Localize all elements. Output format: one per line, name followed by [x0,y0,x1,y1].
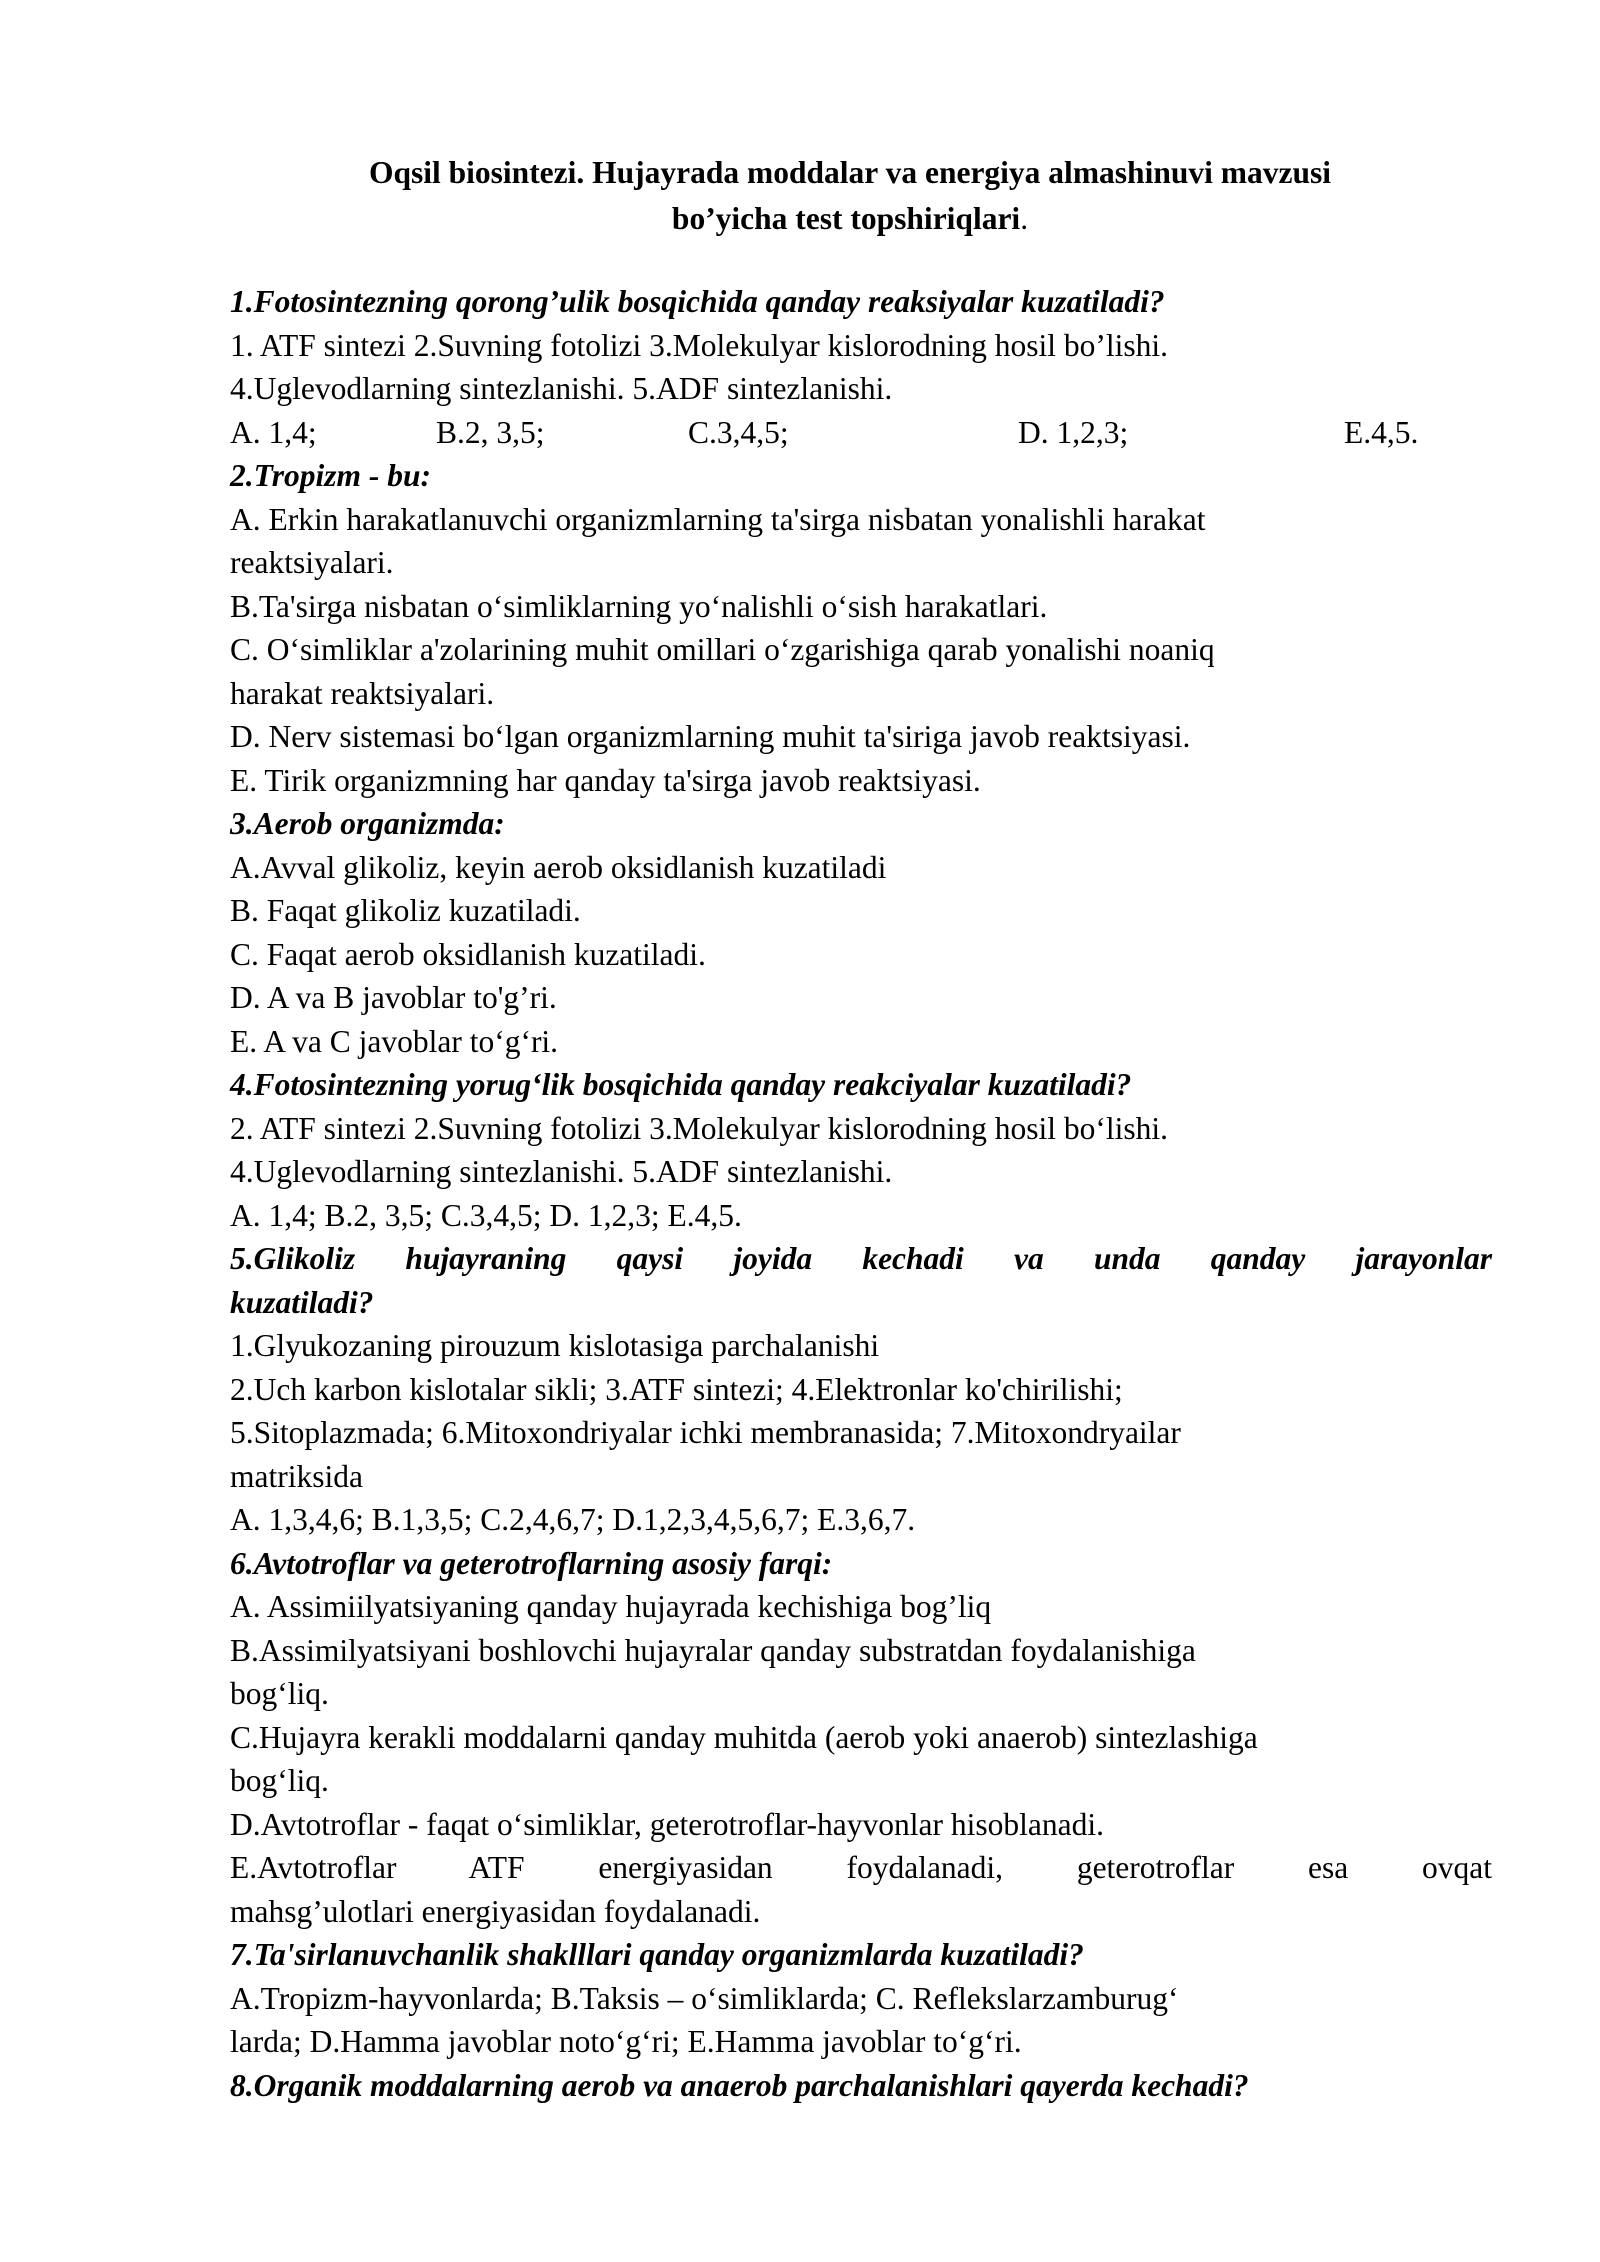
question-7: 7.Ta'sirlanuvchanlik shaklllari qanday organizmlarda kuzatiladi? [230,1937,1084,1972]
q6-option-e-line-1: E.Avtotroflar ATF energiyasidan foydalanadi, geterotroflar esa ovqat [230,1850,1492,1885]
test-body [230,280,1492,2107]
q1-statements-1: 1. ATF sintezi 2.Suvning fotolizi 3.Molekulyar kislorodning hosil bo’lishi. [230,327,1168,363]
q4-statements-2: 4.Uglevodlarning sintezlanishi. 5.ADF sintezlanishi. [230,1154,893,1189]
question-8: 8.Organik moddalarning aerob va anaerob parchalanishlari qayerda kechadi? [230,2067,1249,2103]
q6-option-a: A. Assimiilyatsiyaning qanday hujayrada kechishiga bog’liq [230,1589,992,1624]
q5-options: A. 1,3,4,6; B.1,3,5; C.2,4,6,7; D.1,2,3,4,5,6,7; E.3,6,7. [230,1502,916,1537]
q6-option-b-line-2: bog‘liq. [230,1676,329,1711]
question-4: 4.Fotosintezning yorug‘lik bosqichida qanday reakciyalar kuzatiladi? [230,1067,1132,1102]
q6-option-c-line-1: C.Hujayra kerakli moddalarni qanday muhitda (aerob yoki anaerob) sintezlashiga [230,1719,1258,1755]
question-1: 1.Fotosintezning qorong’ulik bosqichida qanday reaksiyalar kuzatiladi? [230,284,1165,319]
q1-option-b: B.2, 3,5; [436,414,545,450]
q2-option-c-line-2: harakat reaktsiyalari. [230,675,495,711]
q3-option-c: C. Faqat aerob oksidlanish kuzatiladi. [230,936,706,972]
q1-option-e: E.4,5. [1344,414,1419,450]
question-6: 6.Avtotroflar va geterotroflarning asosiy farqi: [230,1545,833,1581]
q1-option-c: C.3,4,5; [688,414,789,450]
q2-option-b: B.Ta'sirga nisbatan o‘simliklarning yo‘nalishli o‘sish harakatlari. [230,588,1048,624]
title-line-2-text: bo’yicha test topshiriqlari [671,201,1021,236]
q3-option-a: A.Avval glikoliz, keyin aerob oksidlanish kuzatiladi [230,849,887,885]
q2-option-d: D. Nerv sistemasi bo‘lgan organizmlarning muhit ta'siriga javob reaktsiyasi. [230,719,1191,754]
q7-options-line-1: A.Tropizm-hayvonlarda; B.Taksis – o‘simliklarda; C. Reflekslarzamburug‘ [230,1980,1179,2016]
q6-option-d: D.Avtotroflar - faqat o‘simliklar, geterotroflar-hayvonlar hisoblanadi. [230,1806,1104,1842]
q6-option-c-line-2: bog‘liq. [230,1763,329,1798]
question-2: 2.Tropizm - bu: [230,458,431,493]
q5-statement-2: 2.Uch karbon kislotalar sikli; 3.ATF sintezi; 4.Elektronlar ko'chirilishi; [230,1371,1123,1407]
question-5-line-2: kuzatiladi? [230,1284,374,1320]
q5-statement-1: 1.Glyukozaning pirouzum kislotasiga parchalanishi [230,1328,880,1363]
q3-option-b: B. Faqat glikoliz kuzatiladi. [230,893,581,928]
q3-option-d: D. A va B javoblar to'g’ri. [230,980,557,1015]
q1-option-d: D. 1,2,3; [1018,414,1129,450]
title-line-2-period: . [1020,201,1029,236]
q3-option-e: E. A va C javoblar to‘g‘ri. [230,1023,559,1059]
q6-option-b-line-1: B.Assimilyatsiyani boshlovchi hujayralar qanday substratdan foydalanishiga [230,1632,1196,1668]
q1-option-a: A. 1,4; [230,414,317,450]
q6-option-e-line-2: mahsg’ulotlari energiyasidan foydalanadi. [230,1893,761,1929]
document-title [230,150,1470,242]
title-line-2 [230,196,1470,242]
q7-options-line-2: larda; D.Hamma javoblar noto‘g‘ri; E.Hamma javoblar to‘g‘ri. [230,2024,1022,2059]
q2-option-a-line-2: reaktsiyalari. [230,545,394,580]
q4-options: A. 1,4; B.2, 3,5; C.3,4,5; D. 1,2,3; E.4,5. [230,1197,742,1233]
q2-option-c-line-1: C. O‘simliklar a'zolarining muhit omillari o‘zgarishiga qarab yonalishi noaniq [230,632,1215,667]
q4-statements-1: 2. ATF sintezi 2.Suvning fotolizi 3.Molekulyar kislorodning hosil bo‘lishi. [230,1110,1168,1146]
q5-statement-4: matriksida [230,1458,363,1494]
q2-option-e: E. Tirik organizmning har qanday ta'sirga javob reaktsiyasi. [230,762,981,798]
q1-statements-2: 4.Uglevodlarning sintezlanishi. 5.ADF sintezlanishi. [230,371,893,406]
q2-option-a-line-1: A. Erkin harakatlanuvchi organizmlarning ta'sirga nisbatan yonalishli harakat [230,501,1206,537]
q5-statement-3: 5.Sitoplazmada; 6.Mitoxondriyalar ichki membranasida; 7.Mitoxondryailar [230,1415,1181,1450]
question-5-line-1: 5.Glikoliz hujayraning qaysi joyida kechadi va unda qanday jarayonlar [230,1241,1492,1276]
title-line-1: Oqsil biosintezi. Hujayrada moddalar va energiya almashinuvi mavzusi [368,155,1331,190]
question-3: 3.Aerob organizmda: [230,806,505,841]
q1-options [230,411,1492,455]
